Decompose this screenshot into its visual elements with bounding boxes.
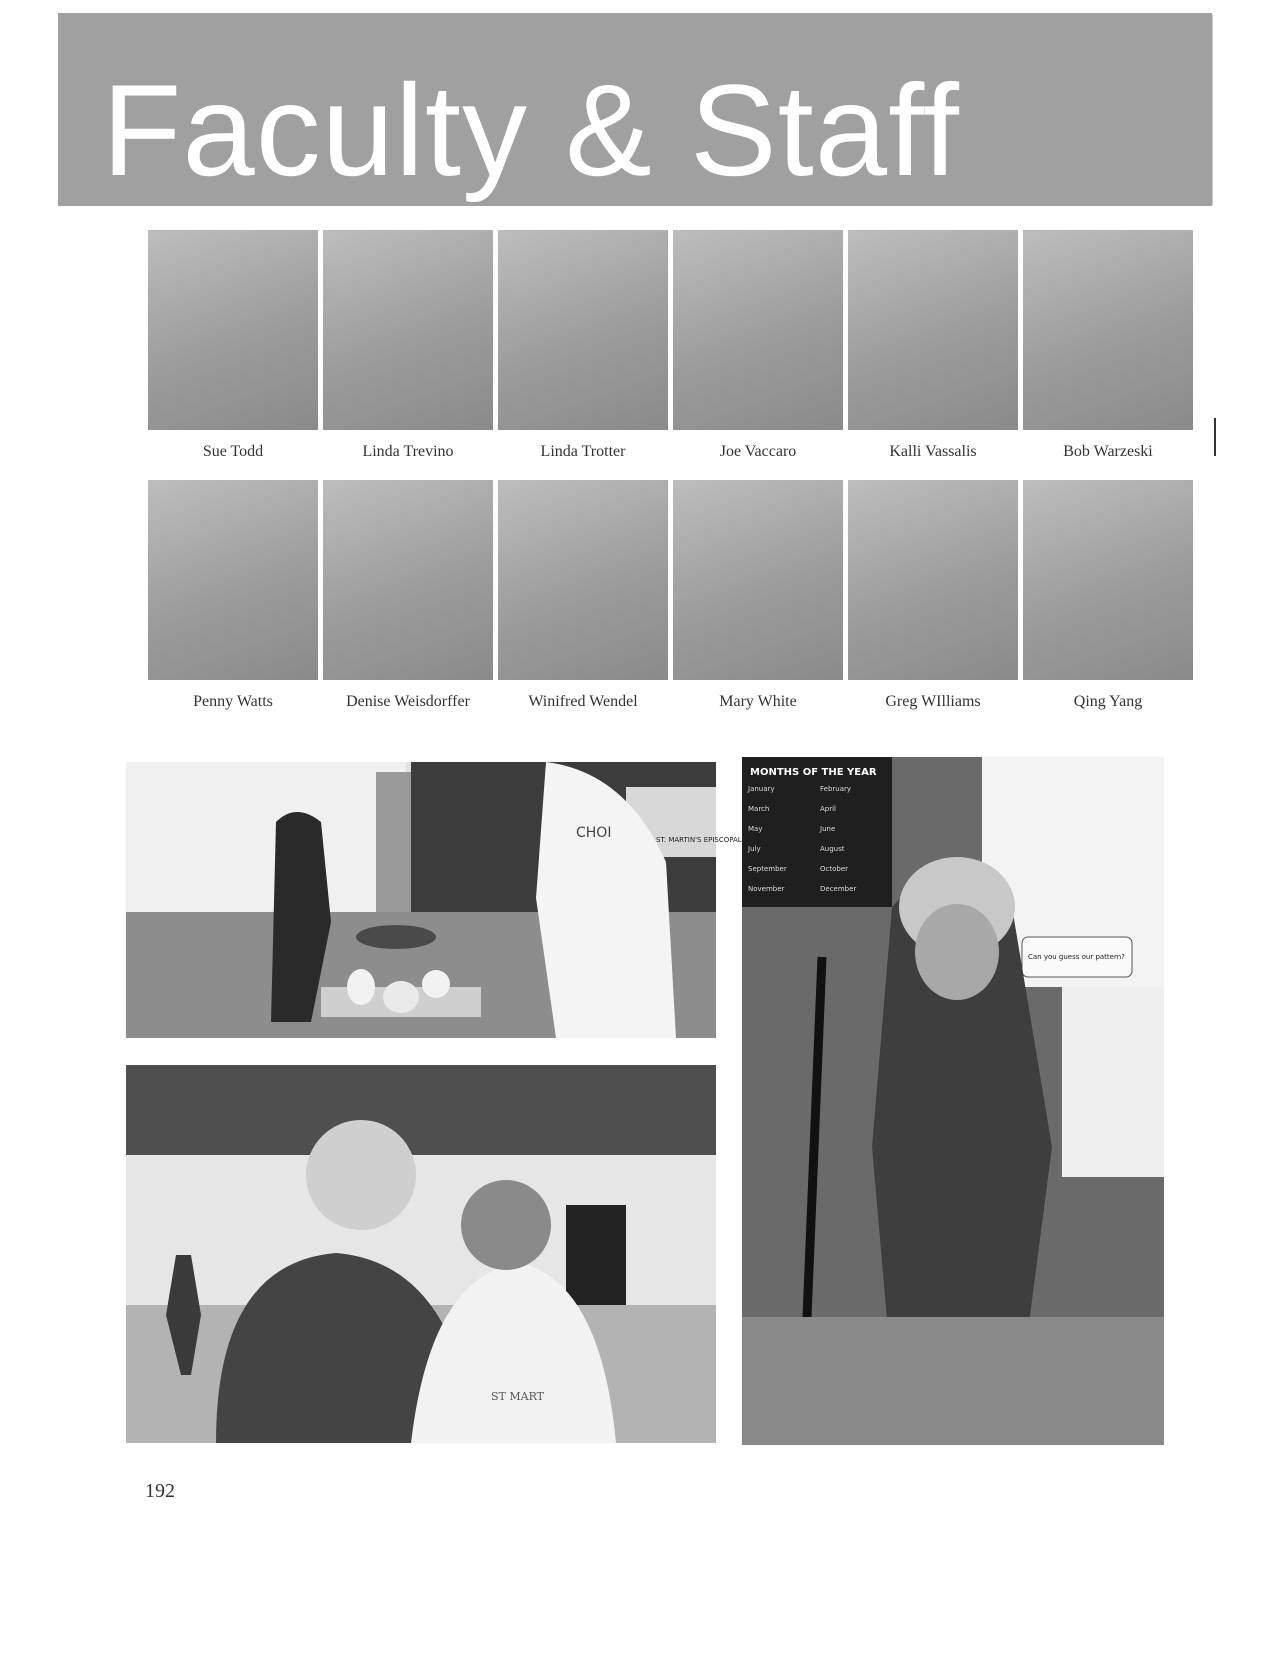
page-title: Faculty & Staff bbox=[102, 57, 960, 203]
title-banner bbox=[58, 13, 1212, 206]
month-label: September bbox=[748, 865, 787, 873]
portrait-photo bbox=[148, 480, 318, 680]
portrait-caption: Bob Warzeski bbox=[1063, 443, 1153, 460]
portrait-photo bbox=[1023, 480, 1193, 680]
portrait-caption: Qing Yang bbox=[1073, 693, 1143, 710]
portrait-caption: Sue Todd bbox=[202, 443, 264, 460]
bus-lettering: ST. MARTIN'S EPISCOPAL bbox=[656, 836, 742, 844]
portrait-caption: Linda Trotter bbox=[540, 443, 626, 460]
margin-mark bbox=[1214, 418, 1216, 456]
pattern-sign-text: Can you guess our pattern? bbox=[1028, 953, 1125, 961]
portrait-photo bbox=[1023, 230, 1193, 430]
month-label: March bbox=[748, 805, 770, 813]
shirt-logo-text: ST MART bbox=[491, 1390, 545, 1403]
shirt-lettering: CHOI bbox=[576, 825, 612, 841]
portrait-caption: Penny Watts bbox=[193, 693, 273, 710]
portrait-caption: Denise Weisdorffer bbox=[346, 693, 470, 710]
month-label: December bbox=[820, 885, 857, 893]
portrait-photo bbox=[148, 230, 318, 430]
month-label: May bbox=[748, 825, 763, 833]
portrait-photo bbox=[498, 230, 668, 430]
months-chart-title: MONTHS OF THE YEAR bbox=[750, 767, 877, 778]
month-label: January bbox=[748, 785, 775, 793]
portrait-photo bbox=[323, 230, 493, 430]
month-label: October bbox=[820, 865, 849, 873]
month-label: June bbox=[820, 825, 836, 833]
portrait-photo bbox=[673, 480, 843, 680]
page-number: 192 bbox=[145, 1480, 175, 1502]
portrait-photo bbox=[498, 480, 668, 680]
portrait-caption: Winifred Wendel bbox=[528, 693, 638, 710]
month-label: April bbox=[820, 805, 836, 813]
portrait-photo bbox=[848, 480, 1018, 680]
page-edge-line bbox=[1212, 15, 1213, 205]
gym-photo bbox=[126, 1065, 716, 1443]
portrait-caption: Greg WIlliams bbox=[885, 693, 981, 710]
portrait-photo bbox=[323, 480, 493, 680]
portrait-caption: Kalli Vassalis bbox=[889, 443, 977, 460]
portrait-caption: Joe Vaccaro bbox=[719, 443, 797, 460]
portrait-photo bbox=[848, 230, 1018, 430]
month-label: August bbox=[820, 845, 845, 853]
portrait-photo bbox=[673, 230, 843, 430]
pottery-photo bbox=[126, 762, 742, 1038]
month-label: July bbox=[748, 845, 761, 853]
month-label: February bbox=[820, 785, 852, 793]
month-label: November bbox=[748, 885, 785, 893]
classroom-photo bbox=[742, 757, 1164, 1445]
portrait-caption: Linda Trevino bbox=[362, 443, 454, 460]
portrait-caption: Mary White bbox=[719, 693, 797, 710]
